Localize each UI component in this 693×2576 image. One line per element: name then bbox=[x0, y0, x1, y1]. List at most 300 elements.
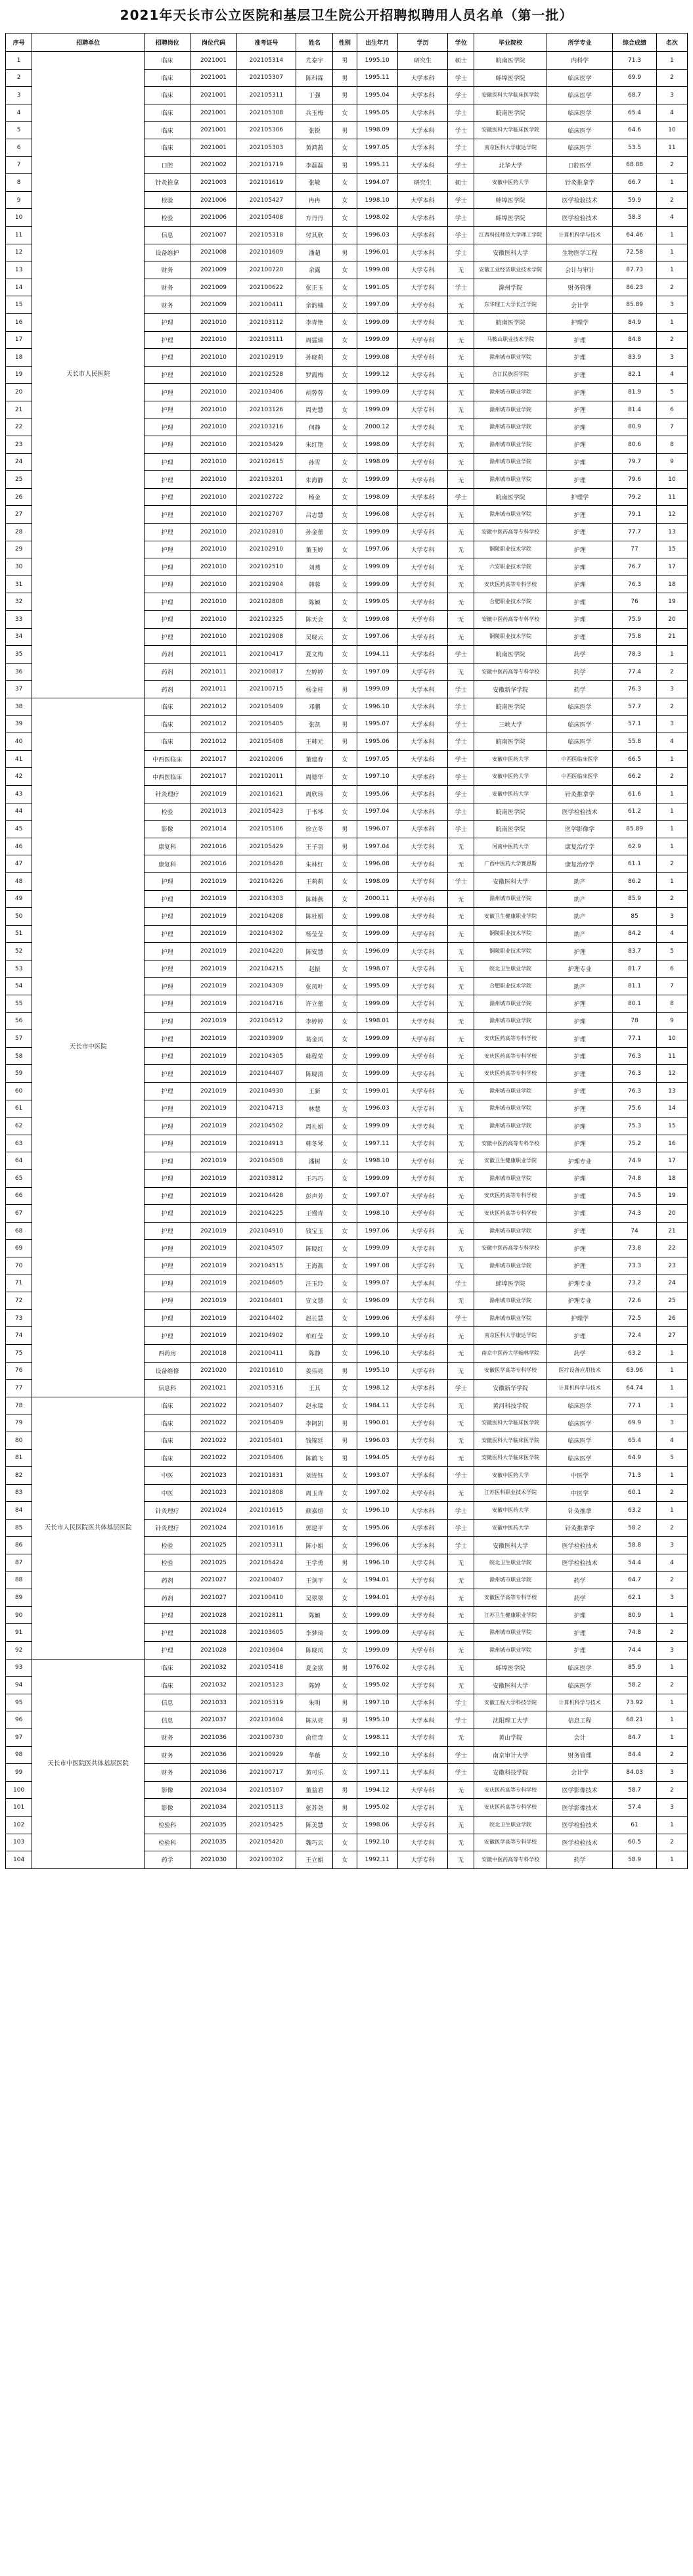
score-cell: 79.6 bbox=[613, 471, 656, 489]
name-cell: 陈韩燕 bbox=[296, 890, 333, 908]
exam-number-cell: 202105407 bbox=[236, 1397, 296, 1414]
education-cell: 大学专科 bbox=[397, 1624, 447, 1642]
education-cell: 大学专科 bbox=[397, 872, 447, 890]
position-code-cell: 2021022 bbox=[190, 1449, 236, 1467]
row-number-cell: 99 bbox=[6, 1764, 32, 1782]
major-cell: 针灸推拿学 bbox=[547, 174, 612, 192]
education-cell: 大学本科 bbox=[397, 1309, 447, 1327]
birth-date-cell: 1999.09 bbox=[357, 1624, 397, 1642]
position-code-cell: 2021012 bbox=[190, 715, 236, 733]
gender-cell: 男 bbox=[333, 1659, 357, 1677]
position-code-cell: 2021035 bbox=[190, 1834, 236, 1851]
birth-date-cell: 1996.09 bbox=[357, 1292, 397, 1310]
birth-date-cell: 1994.05 bbox=[357, 1449, 397, 1467]
row-number-cell: 102 bbox=[6, 1816, 32, 1834]
major-cell: 医学检验技术 bbox=[547, 803, 612, 821]
school-cell: 滁州城市职业学院 bbox=[474, 418, 547, 436]
position-code-cell: 2021019 bbox=[190, 960, 236, 978]
name-cell: 孙金蕾 bbox=[296, 524, 333, 541]
rank-cell: 18 bbox=[656, 576, 687, 593]
school-cell: 安徽医科大学临床医学院 bbox=[474, 1414, 547, 1432]
education-cell: 大学专科 bbox=[397, 978, 447, 995]
position-cell: 护理 bbox=[145, 978, 190, 995]
position-code-cell: 2021022 bbox=[190, 1397, 236, 1414]
exam-number-cell: 202105427 bbox=[236, 191, 296, 209]
major-cell: 护理 bbox=[547, 1118, 612, 1135]
name-cell: 韩程荣 bbox=[296, 1047, 333, 1065]
row-number-cell: 7 bbox=[6, 156, 32, 174]
row-number-cell: 84 bbox=[6, 1502, 32, 1520]
name-cell: 陈婷 bbox=[296, 1677, 333, 1694]
major-cell: 财务管理 bbox=[547, 279, 612, 296]
name-cell: 钱宝玉 bbox=[296, 1222, 333, 1240]
position-code-cell: 2021009 bbox=[190, 261, 236, 279]
major-cell: 临床医学 bbox=[547, 715, 612, 733]
row-number-cell: 96 bbox=[6, 1711, 32, 1729]
rank-cell: 9 bbox=[656, 453, 687, 471]
major-cell: 药学 bbox=[547, 1851, 612, 1869]
position-cell: 护理 bbox=[145, 366, 190, 384]
name-cell: 张苏尧 bbox=[296, 1799, 333, 1817]
exam-number-cell: 202104428 bbox=[236, 1187, 296, 1205]
degree-cell: 无 bbox=[448, 453, 474, 471]
gender-cell: 女 bbox=[333, 261, 357, 279]
education-cell: 大学专科 bbox=[397, 1170, 447, 1188]
school-cell: 河南中医药大学 bbox=[474, 838, 547, 855]
position-cell: 设备维护 bbox=[145, 244, 190, 261]
school-cell: 安徽新华学院 bbox=[474, 681, 547, 698]
gender-cell: 女 bbox=[333, 1065, 357, 1083]
birth-date-cell: 1996.06 bbox=[357, 1537, 397, 1554]
row-number-cell: 41 bbox=[6, 750, 32, 768]
position-cell: 护理 bbox=[145, 1047, 190, 1065]
position-code-cell: 2021020 bbox=[190, 1362, 236, 1380]
major-cell: 护理 bbox=[547, 1012, 612, 1030]
rank-cell: 3 bbox=[656, 1764, 687, 1782]
degree-cell: 无 bbox=[448, 611, 474, 629]
school-cell: 安庆医药高等专科学校 bbox=[474, 1205, 547, 1223]
position-cell: 护理 bbox=[145, 1606, 190, 1624]
position-cell: 护理 bbox=[145, 558, 190, 576]
rank-cell: 1 bbox=[656, 1694, 687, 1711]
school-cell: 铜陵职业技术学院 bbox=[474, 925, 547, 943]
school-cell: 皖北卫生职业学院 bbox=[474, 960, 547, 978]
row-number-cell: 71 bbox=[6, 1275, 32, 1292]
name-cell: 邓鹏 bbox=[296, 698, 333, 715]
score-cell: 57.1 bbox=[613, 715, 656, 733]
major-cell: 护理 bbox=[547, 1047, 612, 1065]
exam-number-cell: 202100715 bbox=[236, 681, 296, 698]
exam-number-cell: 202105307 bbox=[236, 69, 296, 87]
school-cell: 安庆医药高等专科学校 bbox=[474, 576, 547, 593]
row-number-cell: 64 bbox=[6, 1152, 32, 1170]
gender-cell: 女 bbox=[333, 313, 357, 331]
rank-cell: 5 bbox=[656, 943, 687, 960]
name-cell: 李梦琦 bbox=[296, 1624, 333, 1642]
position-code-cell: 2021019 bbox=[190, 1240, 236, 1257]
score-cell: 75.3 bbox=[613, 1118, 656, 1135]
rank-cell: 2 bbox=[656, 156, 687, 174]
row-number-cell: 78 bbox=[6, 1397, 32, 1414]
gender-cell: 女 bbox=[333, 1327, 357, 1345]
position-cell: 财务 bbox=[145, 1764, 190, 1782]
birth-date-cell: 1999.09 bbox=[357, 331, 397, 349]
position-cell: 检验 bbox=[145, 1537, 190, 1554]
exam-number-cell: 202104402 bbox=[236, 1309, 296, 1327]
position-code-cell: 2021037 bbox=[190, 1711, 236, 1729]
name-cell: 王子羽 bbox=[296, 838, 333, 855]
exam-number-cell: 202105107 bbox=[236, 1781, 296, 1799]
birth-date-cell: 1999.09 bbox=[357, 681, 397, 698]
rank-cell: 1 bbox=[656, 1397, 687, 1414]
gender-cell: 女 bbox=[333, 488, 357, 506]
gender-cell: 男 bbox=[333, 715, 357, 733]
name-cell: 华薇 bbox=[296, 1746, 333, 1764]
position-code-cell: 2021010 bbox=[190, 611, 236, 629]
gender-cell: 女 bbox=[333, 628, 357, 646]
birth-date-cell: 1997.02 bbox=[357, 1484, 397, 1502]
major-cell: 护理 bbox=[547, 611, 612, 629]
school-cell: 安徽医科大学 bbox=[474, 872, 547, 890]
score-cell: 74.8 bbox=[613, 1624, 656, 1642]
rank-cell: 3 bbox=[656, 1589, 687, 1607]
exam-number-cell: 202103112 bbox=[236, 313, 296, 331]
position-cell: 护理 bbox=[145, 1205, 190, 1223]
row-number-cell: 37 bbox=[6, 681, 32, 698]
degree-cell: 学士 bbox=[448, 681, 474, 698]
row-number-cell: 29 bbox=[6, 541, 32, 558]
exam-number-cell: 202105401 bbox=[236, 1432, 296, 1449]
column-header: 准考证号 bbox=[236, 34, 296, 52]
exam-number-cell: 202100817 bbox=[236, 663, 296, 681]
gender-cell: 女 bbox=[333, 1537, 357, 1554]
exam-number-cell: 202100622 bbox=[236, 279, 296, 296]
position-cell: 护理 bbox=[145, 541, 190, 558]
gender-cell: 男 bbox=[333, 1432, 357, 1449]
position-cell: 检验 bbox=[145, 191, 190, 209]
degree-cell: 无 bbox=[448, 1152, 474, 1170]
position-cell: 护理 bbox=[145, 1257, 190, 1275]
rank-cell: 3 bbox=[656, 908, 687, 926]
score-cell: 66.2 bbox=[613, 768, 656, 786]
degree-cell: 学士 bbox=[448, 1711, 474, 1729]
position-cell: 药剂 bbox=[145, 663, 190, 681]
position-cell: 临床 bbox=[145, 1397, 190, 1414]
major-cell: 药学 bbox=[547, 646, 612, 664]
name-cell: 陈晓红 bbox=[296, 1240, 333, 1257]
name-cell: 罗霞梅 bbox=[296, 366, 333, 384]
school-cell: 滁州学院 bbox=[474, 279, 547, 296]
rank-cell: 11 bbox=[656, 1047, 687, 1065]
gender-cell: 女 bbox=[333, 943, 357, 960]
degree-cell: 学士 bbox=[448, 156, 474, 174]
school-cell: 江苏卫生健康职业学院 bbox=[474, 1606, 547, 1624]
position-code-cell: 2021007 bbox=[190, 226, 236, 244]
rank-cell: 1 bbox=[656, 1851, 687, 1869]
exam-number-cell: 202104302 bbox=[236, 925, 296, 943]
score-cell: 73.2 bbox=[613, 1275, 656, 1292]
birth-date-cell: 2000.11 bbox=[357, 890, 397, 908]
education-cell: 大学本科 bbox=[397, 1764, 447, 1782]
degree-cell: 学士 bbox=[448, 104, 474, 122]
score-cell: 53.5 bbox=[613, 139, 656, 156]
major-cell: 护理 bbox=[547, 628, 612, 646]
major-cell: 护理 bbox=[547, 1170, 612, 1188]
position-code-cell: 2021013 bbox=[190, 803, 236, 821]
name-cell: 汪玉玲 bbox=[296, 1275, 333, 1292]
gender-cell: 女 bbox=[333, 890, 357, 908]
major-cell: 中医学 bbox=[547, 1484, 612, 1502]
gender-cell: 女 bbox=[333, 1606, 357, 1624]
position-cell: 护理 bbox=[145, 908, 190, 926]
exam-number-cell: 202102811 bbox=[236, 1606, 296, 1624]
degree-cell: 无 bbox=[448, 1187, 474, 1205]
rank-cell: 1 bbox=[656, 785, 687, 803]
major-cell: 护理 bbox=[547, 401, 612, 418]
exam-number-cell: 202103201 bbox=[236, 471, 296, 489]
position-cell: 护理 bbox=[145, 471, 190, 489]
position-cell: 护理 bbox=[145, 1187, 190, 1205]
position-cell: 临床 bbox=[145, 1677, 190, 1694]
degree-cell: 学士 bbox=[448, 1746, 474, 1764]
score-cell: 74.9 bbox=[613, 1152, 656, 1170]
score-cell: 80.1 bbox=[613, 995, 656, 1013]
degree-cell: 硕士 bbox=[448, 174, 474, 192]
position-code-cell: 2021010 bbox=[190, 366, 236, 384]
education-cell: 大学专科 bbox=[397, 855, 447, 873]
name-cell: 李青艳 bbox=[296, 313, 333, 331]
gender-cell: 女 bbox=[333, 1292, 357, 1310]
name-cell: 陈鹤飞 bbox=[296, 1449, 333, 1467]
position-cell: 护理 bbox=[145, 1152, 190, 1170]
rank-cell: 2 bbox=[656, 1484, 687, 1502]
position-cell: 针灸理疗 bbox=[145, 1519, 190, 1537]
rank-cell: 2 bbox=[656, 855, 687, 873]
name-cell: 潘树 bbox=[296, 1152, 333, 1170]
row-number-cell: 51 bbox=[6, 925, 32, 943]
score-cell: 57.4 bbox=[613, 1799, 656, 1817]
row-number-cell: 94 bbox=[6, 1677, 32, 1694]
name-cell: 周礼娟 bbox=[296, 1118, 333, 1135]
birth-date-cell: 1999.09 bbox=[357, 313, 397, 331]
rank-cell: 7 bbox=[656, 418, 687, 436]
row-number-cell: 79 bbox=[6, 1414, 32, 1432]
rank-cell: 2 bbox=[656, 1677, 687, 1694]
gender-cell: 男 bbox=[333, 87, 357, 104]
major-cell: 护理 bbox=[547, 558, 612, 576]
position-cell: 临床 bbox=[145, 104, 190, 122]
school-cell: 铜陵职业技术学院 bbox=[474, 628, 547, 646]
rank-cell: 1 bbox=[656, 646, 687, 664]
degree-cell: 无 bbox=[448, 524, 474, 541]
major-cell: 护理 bbox=[547, 471, 612, 489]
degree-cell: 无 bbox=[448, 1344, 474, 1362]
row-number-cell: 61 bbox=[6, 1100, 32, 1118]
rank-cell: 4 bbox=[656, 104, 687, 122]
degree-cell: 无 bbox=[448, 890, 474, 908]
education-cell: 大学专科 bbox=[397, 1135, 447, 1152]
gender-cell: 男 bbox=[333, 244, 357, 261]
school-cell: 安徽中医药高等专科学校 bbox=[474, 611, 547, 629]
rank-cell: 21 bbox=[656, 1222, 687, 1240]
gender-cell: 女 bbox=[333, 1816, 357, 1834]
position-cell: 中西医临床 bbox=[145, 750, 190, 768]
position-cell: 西药房 bbox=[145, 1344, 190, 1362]
degree-cell: 无 bbox=[448, 1083, 474, 1100]
major-cell: 医学检验技术 bbox=[547, 1554, 612, 1572]
position-code-cell: 2021001 bbox=[190, 122, 236, 139]
birth-date-cell: 1998.12 bbox=[357, 1380, 397, 1397]
row-number-cell: 82 bbox=[6, 1467, 32, 1485]
education-cell: 大学专科 bbox=[397, 558, 447, 576]
exam-number-cell: 202100717 bbox=[236, 1764, 296, 1782]
rank-cell: 1 bbox=[656, 838, 687, 855]
score-cell: 77.1 bbox=[613, 1030, 656, 1048]
name-cell: 陈美慧 bbox=[296, 1816, 333, 1834]
major-cell: 会计与审计 bbox=[547, 261, 612, 279]
name-cell: 陈晓凤 bbox=[296, 1642, 333, 1660]
major-cell: 临床医学 bbox=[547, 733, 612, 751]
major-cell: 计算机科学与技术 bbox=[547, 1380, 612, 1397]
score-cell: 68.7 bbox=[613, 87, 656, 104]
major-cell: 护理 bbox=[547, 453, 612, 471]
education-cell: 研究生 bbox=[397, 174, 447, 192]
position-cell: 护理 bbox=[145, 349, 190, 367]
name-cell: 董玉婷 bbox=[296, 541, 333, 558]
degree-cell: 无 bbox=[448, 1589, 474, 1607]
birth-date-cell: 1996.03 bbox=[357, 226, 397, 244]
degree-cell: 无 bbox=[448, 1030, 474, 1048]
education-cell: 大学专科 bbox=[397, 1083, 447, 1100]
exam-number-cell: 202102615 bbox=[236, 453, 296, 471]
name-cell: 张凯 bbox=[296, 715, 333, 733]
position-cell: 护理 bbox=[145, 1642, 190, 1660]
row-number-cell: 69 bbox=[6, 1240, 32, 1257]
education-cell: 大学本科 bbox=[397, 1519, 447, 1537]
degree-cell: 无 bbox=[448, 1659, 474, 1677]
birth-date-cell: 1999.09 bbox=[357, 1170, 397, 1188]
exam-number-cell: 202100302 bbox=[236, 1851, 296, 1869]
education-cell: 大学专科 bbox=[397, 1659, 447, 1677]
name-cell: 王新 bbox=[296, 1083, 333, 1100]
rank-cell: 1 bbox=[656, 1344, 687, 1362]
name-cell: 俞佳奇 bbox=[296, 1729, 333, 1747]
education-cell: 大学本科 bbox=[397, 104, 447, 122]
rank-cell: 10 bbox=[656, 1030, 687, 1048]
position-cell: 针灸理疗 bbox=[145, 785, 190, 803]
name-cell: 陈杜娟 bbox=[296, 908, 333, 926]
school-cell: 铜陵职业技术学院 bbox=[474, 943, 547, 960]
education-cell: 大学专科 bbox=[397, 436, 447, 454]
education-cell: 大学专科 bbox=[397, 628, 447, 646]
position-cell: 护理 bbox=[145, 1624, 190, 1642]
birth-date-cell: 1998.06 bbox=[357, 1816, 397, 1834]
major-cell: 药学 bbox=[547, 681, 612, 698]
school-cell: 安徽医学高等专科学校 bbox=[474, 1834, 547, 1851]
position-code-cell: 2021010 bbox=[190, 401, 236, 418]
row-number-cell: 3 bbox=[6, 87, 32, 104]
exam-number-cell: 202104401 bbox=[236, 1292, 296, 1310]
row-number-cell: 100 bbox=[6, 1781, 32, 1799]
position-code-cell: 2021019 bbox=[190, 872, 236, 890]
education-cell: 大学专科 bbox=[397, 925, 447, 943]
position-cell: 护理 bbox=[145, 628, 190, 646]
major-cell: 护理 bbox=[547, 418, 612, 436]
name-cell: 陈颖 bbox=[296, 593, 333, 611]
name-cell: 李磊磊 bbox=[296, 156, 333, 174]
name-cell: 魏巧云 bbox=[296, 1834, 333, 1851]
rank-cell: 1 bbox=[656, 226, 687, 244]
school-cell: 滁州城市职业学院 bbox=[474, 1222, 547, 1240]
major-cell: 针灸推拿学 bbox=[547, 1519, 612, 1537]
major-cell: 护理学 bbox=[547, 313, 612, 331]
school-cell: 安徽医科大学临床医学院 bbox=[474, 1432, 547, 1449]
school-cell: 安徽医科大学 bbox=[474, 1537, 547, 1554]
position-code-cell: 2021019 bbox=[190, 943, 236, 960]
major-cell: 临床医学 bbox=[547, 1449, 612, 1467]
position-code-cell: 2021019 bbox=[190, 1222, 236, 1240]
school-cell: 滁州城市职业学院 bbox=[474, 1624, 547, 1642]
school-cell: 安徽医科大学 bbox=[474, 1677, 547, 1694]
position-code-cell: 2021006 bbox=[190, 191, 236, 209]
education-cell: 大学专科 bbox=[397, 1606, 447, 1624]
position-code-cell: 2021016 bbox=[190, 838, 236, 855]
row-number-cell: 25 bbox=[6, 471, 32, 489]
school-cell: 滁州城市职业学院 bbox=[474, 995, 547, 1013]
major-cell: 中西医临床医学 bbox=[547, 768, 612, 786]
score-cell: 84.7 bbox=[613, 1729, 656, 1747]
school-cell: 滁州城市职业学院 bbox=[474, 1571, 547, 1589]
score-cell: 62.9 bbox=[613, 838, 656, 855]
position-code-cell: 2021019 bbox=[190, 1152, 236, 1170]
major-cell: 护理 bbox=[547, 1222, 612, 1240]
education-cell: 大学专科 bbox=[397, 524, 447, 541]
exam-number-cell: 202102908 bbox=[236, 628, 296, 646]
degree-cell: 无 bbox=[448, 1397, 474, 1414]
exam-number-cell: 202102325 bbox=[236, 611, 296, 629]
position-code-cell: 2021001 bbox=[190, 69, 236, 87]
birth-date-cell: 1999.10 bbox=[357, 1327, 397, 1345]
rank-cell: 20 bbox=[656, 611, 687, 629]
score-cell: 76.3 bbox=[613, 1047, 656, 1065]
degree-cell: 学士 bbox=[448, 803, 474, 821]
rank-cell: 1 bbox=[656, 1362, 687, 1380]
major-cell: 助产 bbox=[547, 978, 612, 995]
row-number-cell: 53 bbox=[6, 960, 32, 978]
school-cell: 皖南医学院 bbox=[474, 698, 547, 715]
gender-cell: 男 bbox=[333, 1414, 357, 1432]
major-cell: 护理 bbox=[547, 506, 612, 524]
position-cell: 信息科 bbox=[145, 1380, 190, 1397]
name-cell: 朱明 bbox=[296, 1694, 333, 1711]
exam-number-cell: 202101609 bbox=[236, 244, 296, 261]
position-cell: 财务 bbox=[145, 261, 190, 279]
education-cell: 大学专科 bbox=[397, 1065, 447, 1083]
row-number-cell: 13 bbox=[6, 261, 32, 279]
gender-cell: 女 bbox=[333, 1100, 357, 1118]
rank-cell: 2 bbox=[656, 1624, 687, 1642]
score-cell: 76.7 bbox=[613, 558, 656, 576]
position-cell: 护理 bbox=[145, 313, 190, 331]
position-code-cell: 2021025 bbox=[190, 1537, 236, 1554]
row-number-cell: 4 bbox=[6, 104, 32, 122]
gender-cell: 女 bbox=[333, 1571, 357, 1589]
rank-cell: 3 bbox=[656, 1537, 687, 1554]
score-cell: 74 bbox=[613, 1222, 656, 1240]
gender-cell: 女 bbox=[333, 436, 357, 454]
education-cell: 大学专科 bbox=[397, 1397, 447, 1414]
education-cell: 大学专科 bbox=[397, 1222, 447, 1240]
